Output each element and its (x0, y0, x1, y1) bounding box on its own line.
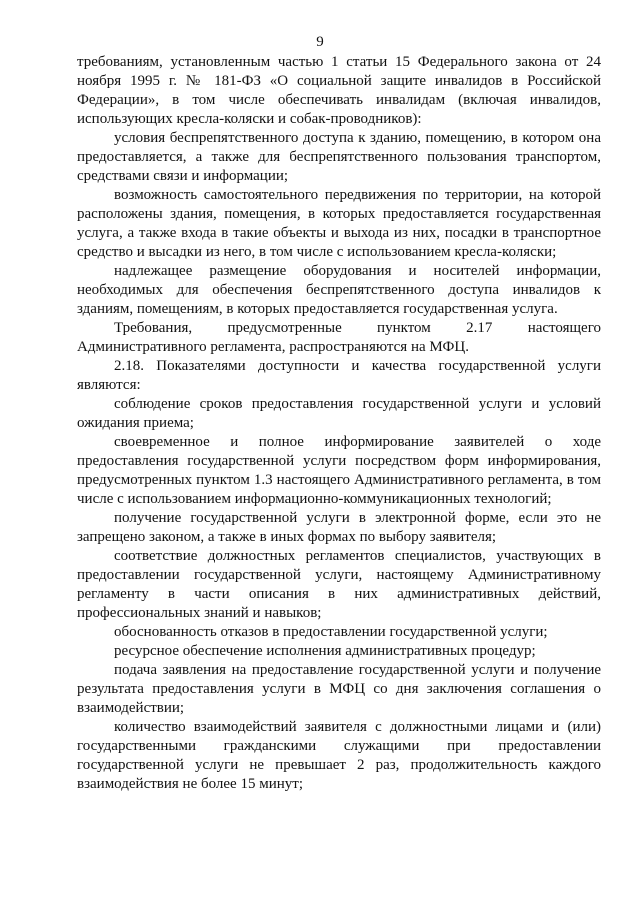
paragraph: получение государственной услуги в электронной форме, если это не запрещено законом, а также в иных формах по выбору заявителя; (77, 510, 601, 545)
document-body (77, 53, 601, 794)
paragraph: своевременное и полное информирование заявителей о ходе предоставления государственной услуги посредством форм информирования, предусмотренных пунктом 1.3 настоящего Административного регламента, в том числе с использованием информационно-коммуникационных технологий; (77, 434, 601, 507)
paragraph: ресурсное обеспечение исполнения административных процедур; (114, 643, 536, 659)
paragraph: возможность самостоятельного передвижения по территории, на которой расположены здания, помещения, в которых предоставляется государственная услуга, а также входа в такие объекты и выхода из них, посадки в транспортное средство и высадки из него, в том числе с использованием кресла-коляски; (77, 187, 601, 260)
paragraph: Требования, предусмотренные пунктом 2.17 настоящего Административного регламента, распространяются на МФЦ. (77, 320, 601, 355)
paragraph: надлежащее размещение оборудования и носителей информации, необходимых для обеспечения беспрепятственного доступа инвалидов к зданиям, помещениям, в которых предоставляется государственная услуга. (77, 263, 601, 317)
paragraph: подача заявления на предоставление государственной услуги и получение результата предоставления услуги в МФЦ со дня заключения соглашения о взаимодействии; (77, 662, 601, 716)
page-number: 9 (316, 34, 324, 50)
paragraph: соответствие должностных регламентов специалистов, участвующих в предоставлении государственной услуги, настоящему Административному регламенту в части описания в них административных действий, профессиональных знаний и навыков; (77, 548, 601, 621)
paragraph: соблюдение сроков предоставления государственной услуги и условий ожидания приема; (77, 396, 601, 431)
paragraph: требованиям, установленным частью 1 статьи 15 Федерального закона от 24 ноября 1995 г. № 181-ФЗ «О социальной защите инвалидов в Российской Федерации», в том числе обеспечивать инвалидам (включая инвалидов, использующих кресла-коляски и собак-проводников): (77, 54, 601, 127)
paragraph: количество взаимодействий заявителя с должностными лицами и (или) государственными гражданскими служащими при предоставлении государственной услуги не превышает 2 раз, продолжительность каждого взаимодействия не более 15 минут; (77, 719, 601, 792)
paragraph: обоснованность отказов в предоставлении государственной услуги; (114, 624, 548, 640)
paragraph: 2.18. Показателями доступности и качества государственной услуги являются: (77, 358, 601, 393)
paragraph: условия беспрепятственного доступа к зданию, помещению, в котором она предоставляется, а также для беспрепятственного пользования транспортом, средствами связи и информации; (77, 130, 601, 184)
